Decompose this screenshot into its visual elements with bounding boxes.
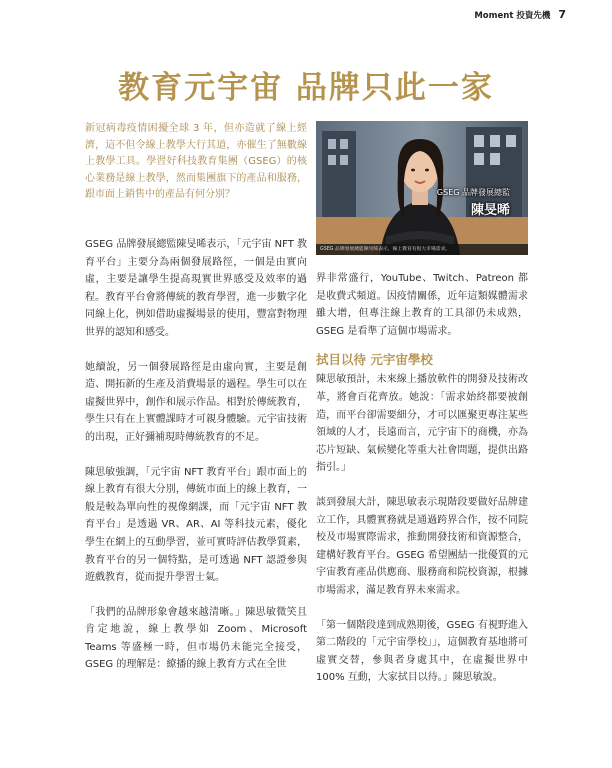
section-subheading: 拭目以待 元宇宙學校 bbox=[316, 352, 433, 368]
photo-name-label: 陳旻晞 bbox=[470, 203, 510, 218]
portrait-photo bbox=[316, 121, 528, 255]
body-paragraph: 陳思敏預計，未來線上播放軟件的開發及技術改革，將會百花齊放。她說：「需求始終都要被創造，而平台卻需要細分，才可以匯聚更專注某些領域的人才，長遠而言，元宇宙下的商機，亦為芯片短缺、氣候變化等重大社會問題，提供出路指引。」 bbox=[316, 374, 528, 474]
body-paragraph: GSEG 品牌發展總監陳旻晞表示，「元宇宙 NFT 教育平台」主要分為兩個發展路徑，一個是由實向虛，主要是讓學生提高現實世界感受及效率的過程。教育平台會將傳統的教育學習，進一步數字化同線上化，例如借助虛擬場景的使用，豐富對物理世界的認知和感受。 bbox=[85, 239, 307, 338]
page-number: 7 bbox=[558, 8, 566, 21]
photo-caption: GSEG 品牌發展總監陳旻晞表示，線上教育有很大市場需求。 bbox=[316, 244, 528, 255]
body-paragraph: 談到發展大計，陳思敏表示現階段要做好品牌建立工作，具體實務就是通過跨界合作，按不同院校及市場實際需求，推動開發技術和資源整合，建構好教育平台。GSEG 希望團結一批優質的元宇宙教育產品供應商、服務商和院校資源，根據市場需求，滿足教育界未來需求。 bbox=[316, 496, 528, 596]
body-paragraph: 陳思敏強調，「元宇宙 NFT 教育平台」跟市面上的線上教育有很大分別，傳統市面上的線上教育，一般是較為單向性的視像網課，而「元宇宙 NFT 教育平台」是透過 VR、AR、AI 等科技元素，優化學生在網上的互動學習，並可實時評估教學質素，教育平台的另一個特點，是可透過 NFT 認證參與遊戲教育，從而提升學習士氣。 bbox=[85, 466, 307, 584]
publication-name: Moment 投資先機 bbox=[474, 11, 551, 21]
photo-name-badge bbox=[437, 187, 510, 218]
body-paragraph: 界非常盛行，YouTube、Twitch、Patreon 都是收費式頻道。因疫情關係，近年這類媒體需求雖大增，但專注線上教育的工具卻仍未成熟，GSEG 是看準了這個市場需求。 bbox=[316, 273, 528, 337]
body-paragraph: 「第一個階段達到成熟期後，GSEG 有視野進入第二階段的「元宇宙學校」」，這個教育基地將可虛實交替，參與者身處其中，在虛擬世界中 100% 互動，大家拭目以待。」陳思敏說。 bbox=[316, 619, 528, 684]
body-paragraph: 「我們的品牌形象會越來越清晰。」陳思敏微笑且肯定地說，線上教學如 Zoom、Microsoft Teams 等盛極一時，但市場仍未能完全接受，GSEG 的理解是：繚播的線上教育方式在全世 bbox=[85, 606, 307, 671]
right-column bbox=[316, 270, 528, 704]
page-header bbox=[474, 8, 566, 21]
article-title: 教育元宇宙 品牌只此一家 bbox=[118, 70, 494, 106]
body-paragraph: 她續說，另一個發展路徑是由虛向實，主要是創造、開拓新的生產及消費場景的過程。學生可以在虛擬世界中，創作和展示作品。相對於傳統教育，學生只有在上實體課時才可親身體驗。元宇宙技術的出現，正好彌補現時傳統教育的不足。 bbox=[85, 361, 307, 443]
article-intro: 新冠病毒疫情困擾全球 3 年，但亦造就了線上經濟，這不但令線上教學大行其道，亦催生了無數線上教學工具。學習好科技教育集團（GSEG）的核心業務是線上教學，然而集團旗下的產品和服務，跟市面上銷售中的產品有何分別？ bbox=[85, 123, 307, 200]
left-column bbox=[85, 236, 307, 691]
photo-role-label: GSEG 品牌發展總監 bbox=[436, 188, 510, 197]
